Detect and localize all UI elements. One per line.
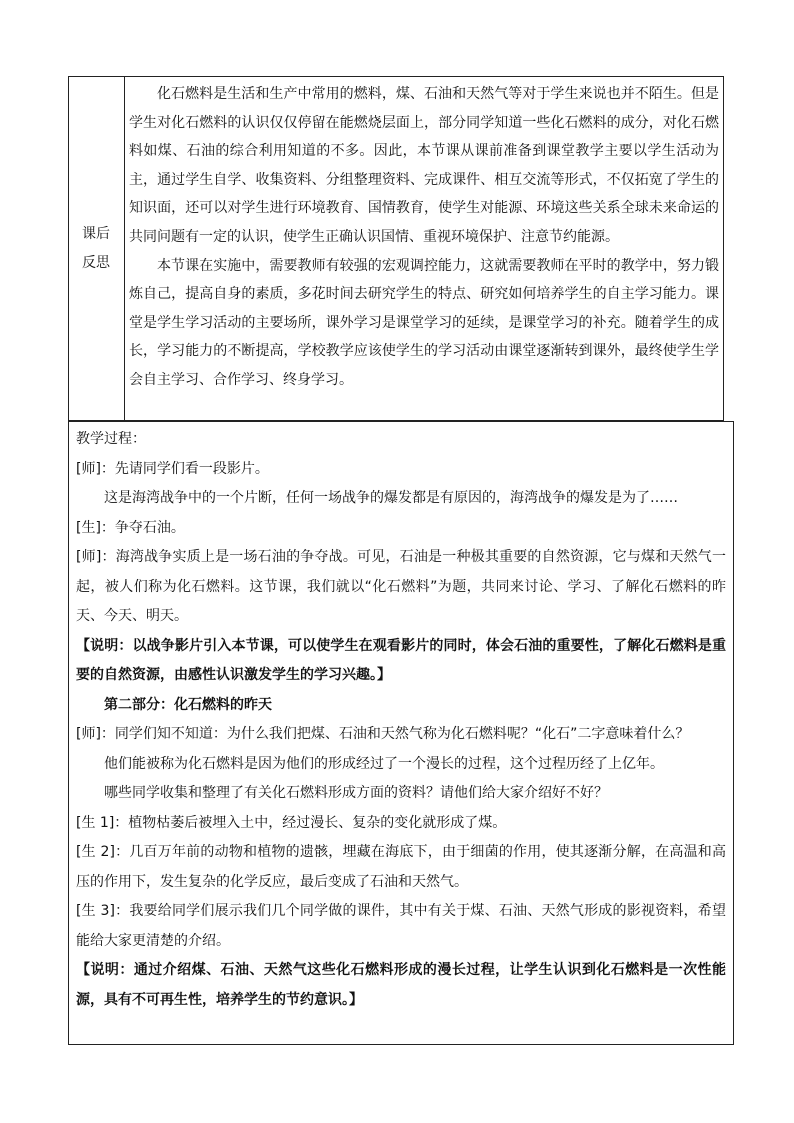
- narration-1: 这是海湾战争中的一个片断，任何一场战争的爆发都是有原因的，海湾战争的爆发是为了……: [104, 490, 678, 506]
- dialog-teacher-1: [师]：先请同学们看一段影片。: [76, 460, 269, 477]
- dialog-teacher-3: [师]：同学们知不知道：为什么我们把煤、石油和天然气称为化石燃料呢？“化石”二字意味着什么？: [76, 726, 690, 742]
- reflection-label-line2: 反思: [82, 255, 110, 271]
- dialog-teacher-2: [师]：海湾战争实质上是一场石油的争夺战。可见，石油是一种极其重要的自然资源，它与煤和天然气一起，被人们称为化石燃料。这节课，我们就以“化石燃料”为题，共同来讨论、学习、了解化石燃料的昨天、今天、明天。: [76, 549, 726, 624]
- dialog-student-1: [生]：争夺石油。: [76, 519, 185, 536]
- reflection-content: [129, 80, 719, 395]
- narration-2: 他们能被称为化石燃料是因为他们的形成经过了一个漫长的过程，这个过程历经了上亿年。: [104, 755, 664, 772]
- reflection-paragraph-2: 本节课在实施中，需要教师有较强的宏观调控能力，这就需要教师在平时的教学中，努力锻炼自己，提高自身的素质，多花时间去研究学生的特点、研究如何培养学生的自主学习能力。课堂是学生学习活动的主要场所，课外学习是课堂学习的延续，是课堂学习的补充。随着学生的成长，学习能力的不断提高，学校教学应该使学生的学习活动由课堂逐渐转到课外，最终使学生学会自主学习、合作学习、终身学习。: [129, 257, 719, 388]
- process-title: 教学过程：: [76, 431, 146, 447]
- section-heading: 第二部分：化石燃料的昨天: [104, 696, 272, 713]
- dialog-student-s1: [生 1]：植物枯萎后被埋入土中，经过漫长、复杂的变化就形成了煤。: [76, 814, 507, 831]
- dialog-student-s3: [生 3]：我要给同学们展示我们几个同学做的课件，其中有关于煤、石油、天然气形成的影视资料，希望能给大家更清楚的介绍。: [76, 903, 726, 949]
- reflection-label-line1: 课后: [82, 226, 110, 242]
- note-1: 【说明：以战争影片引入本节课，可以使学生在观看影片的同时，体会石油的重要性，了解化石燃料是重要的自然资源，由感性认识激发学生的学习兴趣。】: [76, 637, 726, 683]
- dialog-student-s2: [生 2]：几百万年前的动物和植物的遗骸，埋藏在海底下，由于细菌的作用，使其逐渐分解，在高温和高压的作用下，发生复杂的化学反应，最后变成了石油和天然气。: [76, 844, 726, 890]
- process-content: [76, 425, 726, 1015]
- narration-3: 哪些同学收集和整理了有关化石燃料形成方面的资料？请他们给大家介绍好不好？: [104, 785, 608, 801]
- reflection-paragraph-1: 化石燃料是生活和生产中常用的燃料，煤、石油和天然气等对于学生来说也并不陌生。但是学生对化石燃料的认识仅仅停留在能燃烧层面上，部分同学知道一些化石燃料的成分，对化石燃料如煤、石油的综合利用知道的不多。因此，本节课从课前准备到课堂教学主要以学生活动为主，通过学生自学、收集资料、分组整理资料、完成课件、相互交流等形式，不仅拓宽了学生的知识面，还可以对学生进行环境教育、国情教育，使学生对能源、环境这些关系全球未来命运的共同问题有一定的认识，使学生正确认识国情、重视环境保护、注意节约能源。: [129, 86, 719, 245]
- table-column-divider: [124, 76, 125, 421]
- note-2: 【说明：通过介绍煤、石油、天然气这些化石燃料形成的漫长过程，让学生认识到化石燃料是一次性能源，具有不可再生性，培养学生的节约意识。】: [76, 962, 726, 1008]
